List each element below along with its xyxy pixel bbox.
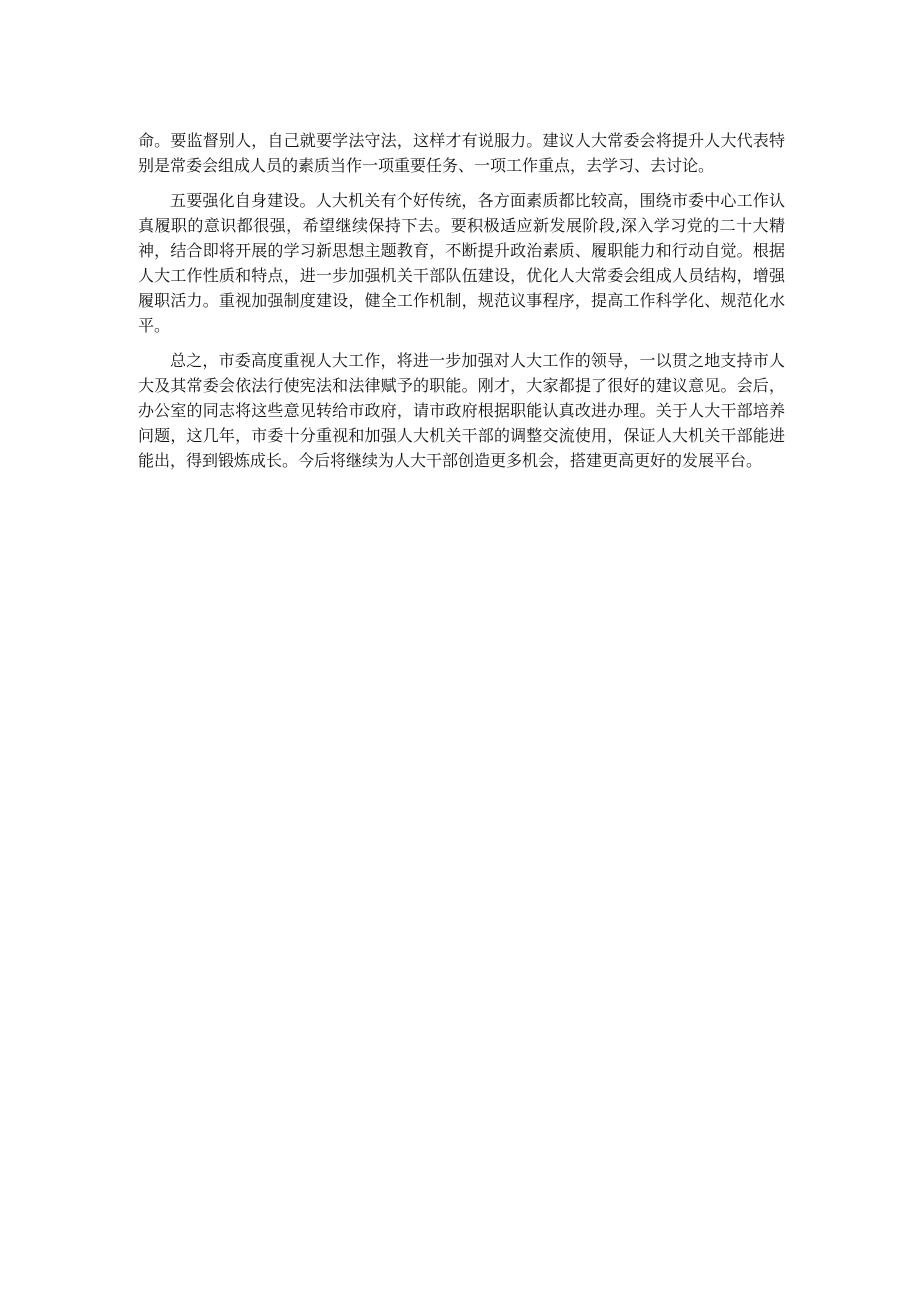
- paragraph-continuation: 命。要监督别人，自己就要学法守法，这样才有说服力。建议人大常委会将提升人大代表特别是常委会组成人员的素质当作一项重要任务、一项工作重点，去学习、去讨论。: [138, 131, 785, 175]
- paragraph-conclusion: 总之，市委高度重视人大工作，将进一步加强对人大工作的领导，一以贯之地支持市人大及其常委会依法行使宪法和法律赋予的职能。刚才，大家都提了很好的建议意见。会后，办公室的同志将这些意见转给市政府，请市政府根据职能认真改进办理。关于人大干部培养问题，这几年，市委十分重视和加强人大机关干部的调整交流使用，保证人大机关干部能进能出，得到锻炼成长。今后将继续为人大干部创造更多机会，搭建更高更好的发展平台。: [138, 351, 785, 470]
- paragraph-self-construction: 五要强化自身建设。人大机关有个好传统，各方面素质都比较高，围绕市委中心工作认真履职的意识都很强，希望继续保持下去。要积极适应新发展阶段,深入学习党的二十大精神，结合即将开展的学习新思想主题教育，不断提升政治素质、履职能力和行动自觉。根据人大工作性质和特点，进一步加强机关干部队伍建设，优化人大常委会组成人员结构，增强履职活力。重视加强制度建设，健全工作机制，规范议事程序，提高工作科学化、规范化水平。: [138, 191, 785, 335]
- document-body: [138, 128, 785, 483]
